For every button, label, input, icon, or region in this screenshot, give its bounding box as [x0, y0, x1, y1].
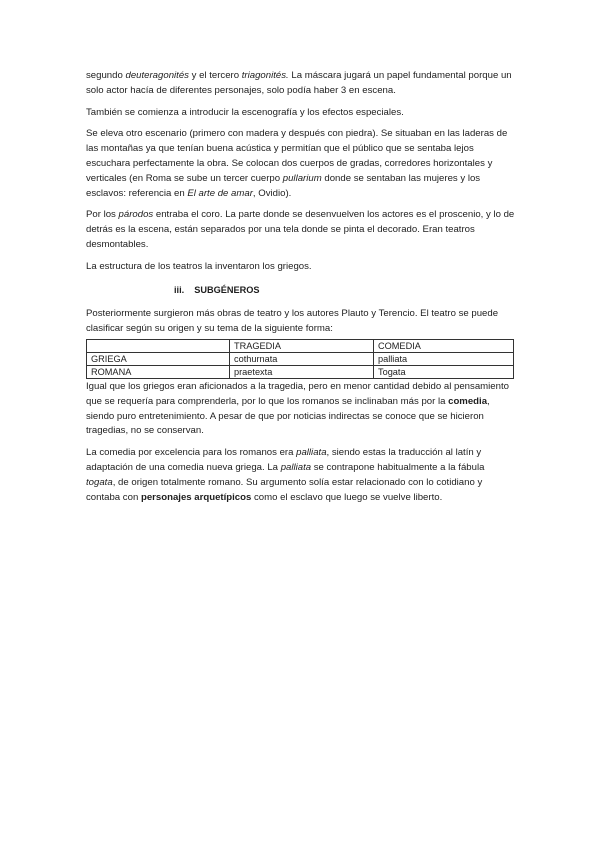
table-cell: GRIEGA: [87, 352, 230, 365]
paragraph-chorus: [86, 208, 516, 252]
italic-term: pullarium: [282, 172, 322, 184]
text-run: Igual que los griegos eran aficionados a la tragedia, pero en menor cantidad debido al pensamiento que se requería para comprenderla, por lo que los romanos se inclinaban más por la: [86, 380, 509, 407]
paragraph-structure: La estructura de los teatros la inventaron los griegos.: [86, 260, 312, 272]
paragraph-actors: [86, 69, 516, 99]
italic-term: togata: [86, 476, 113, 488]
bold-term: personajes arquetípicos: [140, 491, 252, 503]
bold-term: comedia: [448, 395, 488, 407]
paragraph-scenography: También se comienza a introducir la escenografía y los efectos especiales.: [86, 106, 404, 118]
table-cell: Togata: [374, 365, 514, 378]
table-header-cell: COMEDIA: [374, 339, 514, 352]
italic-term: palliata: [296, 447, 327, 459]
subgenres-table: [86, 339, 514, 379]
text-run: donde se sentaban las mujeres y los esclavos: referencia en: [86, 172, 481, 199]
text-run: como el esclavo que luego se vuelve liberto.: [251, 491, 443, 503]
italic-term: triagonités.: [241, 70, 289, 81]
table-cell: palliata: [374, 352, 514, 365]
italic-term: palliata: [280, 461, 312, 473]
section-title: SUBGÉNEROS: [194, 284, 260, 295]
table-header-row: [87, 339, 514, 352]
text-run: , Ovidio).: [252, 187, 292, 199]
text-run: segundo: [86, 70, 126, 81]
table-row: [87, 365, 514, 378]
italic-term: párodos: [118, 209, 154, 221]
table-row: [87, 352, 514, 365]
table-cell: cothurnata: [230, 352, 374, 365]
text-run: Se eleva otro escenario (primero con madera y después con piedra). Se situaban en las laderas de las montañas ya que tenían buena acústica y permitían que el público que se sentaba lejos escuchara perfectamente la obra. Se colocan dos cuerpos de gradas, corredores horizontales y verticales (en Roma se sube un tercer cuerpo: [86, 128, 508, 184]
paragraph-palliata: [86, 446, 516, 505]
document-body: [86, 69, 516, 512]
text-run: entraba el coro. La parte donde se desenvuelven los actores es el proscenio, y lo de detrás es la escena, están separados por una tela donde se pinta el decorado. Eran teatros desmontables.: [86, 209, 515, 250]
text-run: , siendo estas la traducción al latín y adaptación de una comedia nueva griega. La: [86, 447, 482, 473]
text-run: y el tercero: [188, 70, 242, 81]
paragraph-comedy: [86, 380, 516, 439]
table-cell: ROMANA: [87, 365, 230, 378]
text-run: , siendo puro entretenimiento. A pesar de que por noticias indirectas se conoce que se hicieron tragedias, no se conservan.: [86, 395, 490, 437]
section-number: iii.: [174, 284, 185, 295]
italic-title: El arte de amar: [187, 187, 253, 199]
table-header-cell: [87, 339, 230, 352]
text-run: La comedia por excelencia para los romanos era: [86, 447, 297, 459]
text-run: se contrapone habitualmente a la fábula: [311, 461, 485, 473]
section-heading: [86, 283, 516, 298]
text-run: La máscara jugará un papel fundamental porque un solo actor hacía de diferentes personajes, solo podía haber 3 en escena.: [86, 70, 512, 96]
table-header-cell: TRAGEDIA: [230, 339, 374, 352]
table-cell: praetexta: [230, 365, 374, 378]
text-run: , de origen totalmente romano. Su argumento solía estar relacionado con lo cotidiano y contaba con: [86, 476, 483, 503]
italic-term: deuteragonités: [125, 70, 189, 81]
text-run: Por los: [86, 209, 119, 221]
paragraph-intro: Posteriormente surgieron más obras de teatro y los autores Plauto y Terencio. El teatro se puede clasificar según su origen y su tema de la siguiente forma:: [86, 308, 499, 335]
paragraph-stage: [86, 127, 516, 201]
